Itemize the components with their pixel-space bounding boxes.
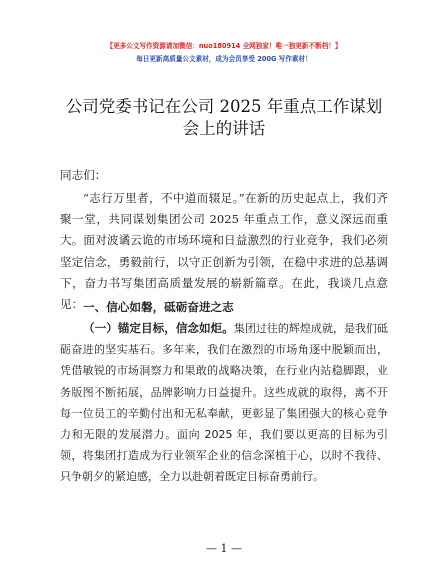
subsection-paragraph-1	[60, 318, 388, 488]
intro-paragraph: “志行万里者，不中道而辍足。”在新的历史起点上，我们齐聚一堂，共同谋划集团公司 2025 年重点工作，意义深远而重大。面对波谲云诡的市场环境和日益激烈的行业竞争，我们必须坚定信念，勇毅前行，以守正创新为引领，在稳中求进的总基调下，奋力书写集团高质量发展的崭新篇章。在此，我谈几点意见：	[60, 191, 388, 312]
greeting: 同志们：	[60, 168, 107, 182]
subsection-heading-1: （一）锚定目标，信念如炬。	[83, 321, 234, 335]
document-title: 公司党委书记在公司 2025 年重点工作谋划会上的讲话	[65, 97, 383, 138]
promo-banner-line-1: 【更多公文写作资源请加微信：nuo180914 全网独家！唯一独更新不断档！】	[106, 42, 342, 50]
promo-banner-line-2: 每日更新高质量公文素材，成为会员享受 200G 写作素材！	[136, 55, 312, 63]
subsection-body-1: 集团过往的辉煌成就，是我们砥砺奋进的坚实基石。多年来，我们在激烈的市场角逐中脱颖而出，凭借敏锐的市场洞察力和果敢的战略决策，在行业内站稳脚跟，业务版图不断拓展，品牌影响力日益提升。这些成就的取得，离不开每一位员工的辛勤付出和无私奉献，更彰显了集团强大的核心竞争力和无限的发展潜力。面向 2025 年，我们要以更高的目标为引领，将集团打造成为行业领军企业的信念深植于心，以时不我待、只争朝夕的紧迫感，全力以赴朝着既定目标奋勇前行。	[60, 322, 388, 484]
page-number: — 1 —	[206, 542, 242, 555]
section-heading-1: 一、信心如磐，砥砺奋进之志	[83, 300, 234, 314]
